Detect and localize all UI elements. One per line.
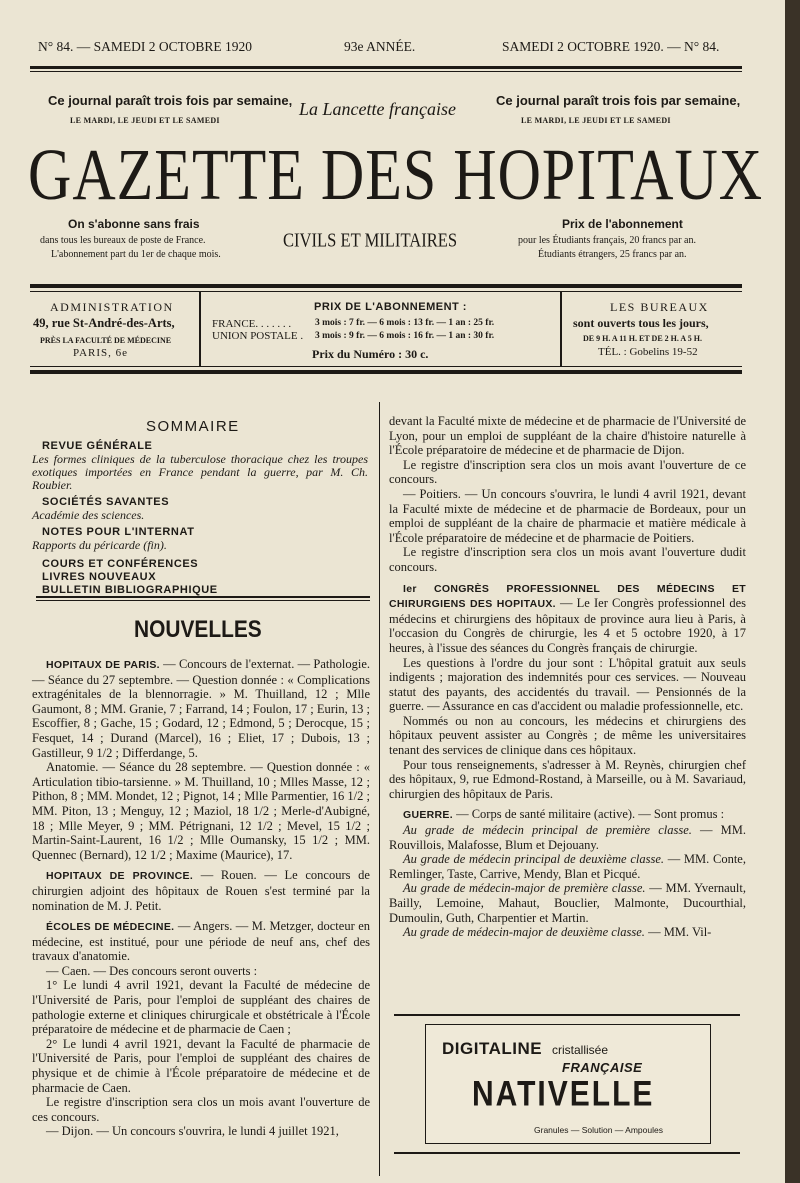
sommaire-rule <box>36 596 370 598</box>
guerre-head: GUERRE. <box>403 809 453 822</box>
right-notice: Ce journal paraît trois fois par semaine, <box>496 93 741 108</box>
right-sub-3: Étudiants étrangers, 25 francs par an. <box>538 249 687 260</box>
sommaire-societes: SOCIÉTÉS SAVANTES <box>42 496 170 508</box>
left-sub-2: dans tous les bureaux de poste de France. <box>40 235 206 246</box>
congres-head: Ier CONGRÈS PROFESSIONNEL DES MÉDECINS ET CHIRURGIENS DES HOPITAUX. <box>389 582 746 611</box>
sommaire-revue-text: Les formes cliniques de la tuberculose thoracique chez les troupes exotiques importées en France pendant la guerre, par M. Ch. Roubier. <box>32 452 368 492</box>
sommaire-notes-text: Rapports du péricarde (fin). <box>32 538 167 552</box>
grade-2-names: — MM. Conte, Remlinger, Taste, Carrive, Mendy, Blan et Picqué. <box>389 852 746 881</box>
dijon-registre: Le registre d'inscription sera clos un mois avant l'ouverture de ce concours. <box>389 457 746 487</box>
info-bar-top-rule-thin <box>30 291 742 292</box>
issue-line-right: SAMEDI 2 OCTOBRE 1920. — N° 84. <box>502 39 720 54</box>
column-divider <box>379 402 380 1176</box>
info-bar-divider-left <box>199 292 201 366</box>
left-sub-1: On s'abonne sans frais <box>68 217 200 231</box>
grade-3-title: Au grade de médecin-major de première classe. <box>403 881 646 896</box>
france-prices: 3 mois : 7 fr. — 6 mois : 13 fr. — 1 an : 25 fr. <box>315 318 495 328</box>
grade-4-title: Au grade de médecin-major de deuxième classe. <box>403 925 645 940</box>
bureaux-tel: TÉL. : Gobelins 19-52 <box>598 346 698 358</box>
ad-cristallisee: cristallisée <box>552 1043 609 1057</box>
page-edge <box>785 0 800 1183</box>
info-bar-bottom-rule <box>30 370 742 374</box>
union-prices: 3 mois : 9 fr. — 6 mois : 16 fr. — 1 an : 30 fr. <box>315 331 495 341</box>
left-days: LE MARDI, LE JEUDI ET LE SAMEDI <box>70 116 220 125</box>
ecoles-medecine-head: ÉCOLES DE MÉDECINE. <box>46 921 175 934</box>
congres-renseignements: Pour tous renseignements, s'adresser à M. Reynès, chirurgien chef des hôpitaux, 9, rue Edmond-Rostand, à Marseille, ou à M. Savariaud, chirurgien des hôpitaux de Paris. <box>389 757 746 801</box>
sommaire-societes-text: Académie des sciences. <box>32 508 145 522</box>
ad-forms: Granules — Solution — Ampoules <box>534 1125 663 1135</box>
caen-item-1: 1° Le lundi 4 avril 1921, devant la Faculté de médecine de l'Université de Paris, pour l'emploi de suppléant des chaires de pathologie externe et cliniques chirurgicale et obstétricale à l'École préparatoire de médecine et de pharmacie de Caen ; <box>32 978 370 1037</box>
ad-bottom-rule <box>394 1152 740 1154</box>
congres-questions: Les questions à l'ordre du jour sont : L'hôpital gratuit aux seuls indigents ; majoration des indemnités pour ces services. — Nouveau statut des payants, des accidentés du travail. — Pensionnés de la guerre. — Assurance en cas d'accident ou maladie professionnelle, etc. <box>389 655 746 714</box>
congres-nommes: Nommés ou non au concours, les médecins et chirurgiens des hôpitaux peuvent assister au Congrès ; de même les universitaires tenant des services de clinique dans ces hôpitaux. <box>389 713 746 758</box>
info-bar-top-rule <box>30 284 742 288</box>
dijon-continued: devant la Faculté mixte de médecine et de pharmacie de l'Université de Lyon, pour un emploi de suppléant de la chaire d'histoire naturelle à l'École préparatoire de médecine et de pharmacie de Dijon. <box>389 414 746 458</box>
admin-near: PRÈS LA FACULTÉ DE MÉDECINE <box>40 336 172 345</box>
hopitaux-paris-text: — Concours de l'externat. — Pathologie. — Séance du 27 septembre. — Question donnée : « Complications extragénitales de la blennorragie. » M. Thuilland, 12 ; Mlle Gaumont, 8 ; MM. Granie, 7 ; Farrand, 14 ; Foulon, 17 ; Eurin, 13 ; Escoffier, 8 ; Gache, 15 ; Godard, 12 ; Edmond, 5 ; Derocque, 15 ; Fesquet, 14 ; Durand (Marcel), 16 ; Eliet, 17 ; Dubois, 13 ; Gastilleur, 9 1/2 ; Differdange, 5. <box>32 657 370 760</box>
admin-city: PARIS, 6e <box>73 347 129 359</box>
masthead-tagline: CIVILS ET MILITAIRES <box>283 229 458 251</box>
left-sub-3: L'abonnement part du 1er de chaque mois. <box>51 249 221 260</box>
admin-address: 49, rue St-André-des-Arts, <box>33 316 175 330</box>
sommaire-title: SOMMAIRE <box>146 418 240 435</box>
right-sub-2: pour les Étudiants français, 20 francs par an. <box>518 235 696 246</box>
digitaline-advertisement <box>425 1024 711 1144</box>
sommaire-rule-thin <box>36 600 370 601</box>
newspaper-title: GAZETTE DES HOPITAUX <box>28 134 764 215</box>
congres-text: — Le Ier Congrès professionnel des médecins et chirurgiens des hôpitaux de province aura lieu à Paris, à l'occasion du Congrès de chirurgie, les 4 et 5 octobre 1920, à 17 heures, à l'issue des séances du Congrès français de chirurgie. <box>389 596 746 655</box>
info-bar-divider-right <box>560 292 562 366</box>
poitiers-text: — Poitiers. — Un concours s'ouvrira, le lundi 4 avril 1921, devant la Faculté mixte de médecine et de pharmacie de Bordeaux, pour un emploi de suppléant de la chaire de pharmacie et matière médicale à l'École préparatoire de médecine et de pharmacie de Poitiers. <box>389 486 746 545</box>
masthead-subtitle: La Lancette française <box>299 99 456 119</box>
top-rule <box>30 66 742 69</box>
right-column <box>389 414 746 940</box>
top-rule-thin <box>30 71 742 72</box>
ad-digitaline: DIGITALINE <box>442 1039 543 1058</box>
right-days: LE MARDI, LE JEUDI ET LE SAMEDI <box>521 116 671 125</box>
ad-francaise: FRANÇAISE <box>562 1060 643 1075</box>
sommaire-cours: COURS ET CONFÉRENCES <box>42 558 199 570</box>
ad-top-rule <box>394 1014 740 1016</box>
sommaire-livres: LIVRES NOUVEAUX <box>42 571 157 583</box>
caen-registre: Le registre d'inscription sera clos un mois avant l'ouverture de ces concours. <box>32 1095 370 1124</box>
nouvelles-column <box>32 657 370 1139</box>
sommaire-list <box>32 440 368 597</box>
anatomie-text: Anatomie. — Séance du 28 septembre. — Question donnée : « Articulation tibio-tarsienne. » M. Thuilland, 10 ; Mlles Masse, 12 ; Pithon, 8 ; MM. Mondet, 12 ; Pignot, 14 ; Mlle Parmentier, 16 1/2 ; MM. Piton, 13 ; Menguy, 12 ; Maziol, 18 1/2 ; Merle-d'Aubigné, 18 ; Mlle Meyer, 9 ; MM. Pétrignani, 12 1/2 ; Mevel, 15 1/2 ; Martin-Saint-Laurent, 16 1/2 ; Mlle Oumansky, 15 1/2 ; MM. Quennec (Bernard), 12 1/2 ; Maxime (Maurice), 17. <box>32 760 370 862</box>
union-label: UNION POSTALE . <box>212 330 304 342</box>
bureaux-title: LES BUREAUX <box>610 300 709 314</box>
hopitaux-province-head: HOPITAUX DE PROVINCE. <box>46 870 194 883</box>
issue-line-left: N° 84. — SAMEDI 2 OCTOBRE 1920 <box>38 39 253 54</box>
admin-title: ADMINISTRATION <box>50 300 174 314</box>
hopitaux-paris-head: HOPITAUX DE PARIS. <box>46 659 160 671</box>
guerre-text: — Corps de santé militaire (active). — Sont promus : <box>452 807 725 822</box>
grade-2-title: Au grade de médecin principal de deuxième classe. <box>403 852 664 867</box>
sommaire-revue-generale: REVUE GÉNÉRALE <box>42 440 153 452</box>
right-sub-1: Prix de l'abonnement <box>562 217 683 231</box>
sommaire-notes: NOTES POUR L'INTERNAT <box>42 526 195 538</box>
grade-4-names: — MM. Vil- <box>644 925 712 940</box>
issue-price: Prix du Numéro : 30 c. <box>312 347 429 361</box>
price-title: PRIX DE L'ABONNEMENT : <box>314 301 467 313</box>
dijon-text: — Dijon. — Un concours s'ouvrira, le lundi 4 juillet 1921, <box>46 1124 339 1139</box>
hopitaux-province-text: — Rouen. — Le concours de chirurgien adjoint des hôpitaux de Rouen s'est terminé par la nomination de M. J. Petit. <box>32 868 370 913</box>
caen-text: — Caen. — Des concours seront ouverts : <box>46 963 258 978</box>
grade-1-title: Au grade de médecin principal de première classe. <box>403 823 692 838</box>
grade-3-names: — MM. Yvernault, Bailly, Lemoine, Mahaut, Bouclier, Malmonte, Ducourthial, Dumoulin, Guth, Charpentier et Martin. <box>389 881 746 925</box>
info-bar-bottom-rule-thin <box>30 366 742 367</box>
sommaire-bulletin: BULLETIN BIBLIOGRAPHIQUE <box>42 584 218 596</box>
ad-brand-nativelle: NATIVELLE <box>472 1075 655 1114</box>
bureaux-open: sont ouverts tous les jours, <box>573 316 709 330</box>
poitiers-registre: Le registre d'inscription sera clos un mois avant l'ouverture dudit concours. <box>389 545 746 574</box>
left-notice: Ce journal paraît trois fois par semaine, <box>48 93 293 108</box>
issue-year: 93e ANNÉE. <box>344 39 416 54</box>
caen-item-2: 2° Le lundi 4 avril 1921, devant la Faculté de pharmacie de l'Université de Paris, pour l'emploi de suppléant des chaires de physique et de chimie à l'École préparatoire de médecine et de pharmacie de Caen. <box>32 1036 370 1095</box>
grade-1-names: — MM. Rouvillois, Malafosse, Blum et Dejouany. <box>389 823 746 852</box>
france-label: FRANCE. . . . . . . <box>212 318 292 330</box>
nouvelles-title: NOUVELLES <box>134 615 262 643</box>
bureaux-hours: DE 9 H. A 11 H. ET DE 2 H. A 5 H. <box>583 334 702 343</box>
ecoles-medecine-text: — Angers. — M. Metzger, docteur en médecine, est institué, pour une période de neuf ans, chef des travaux d'anatomie. <box>32 919 370 964</box>
